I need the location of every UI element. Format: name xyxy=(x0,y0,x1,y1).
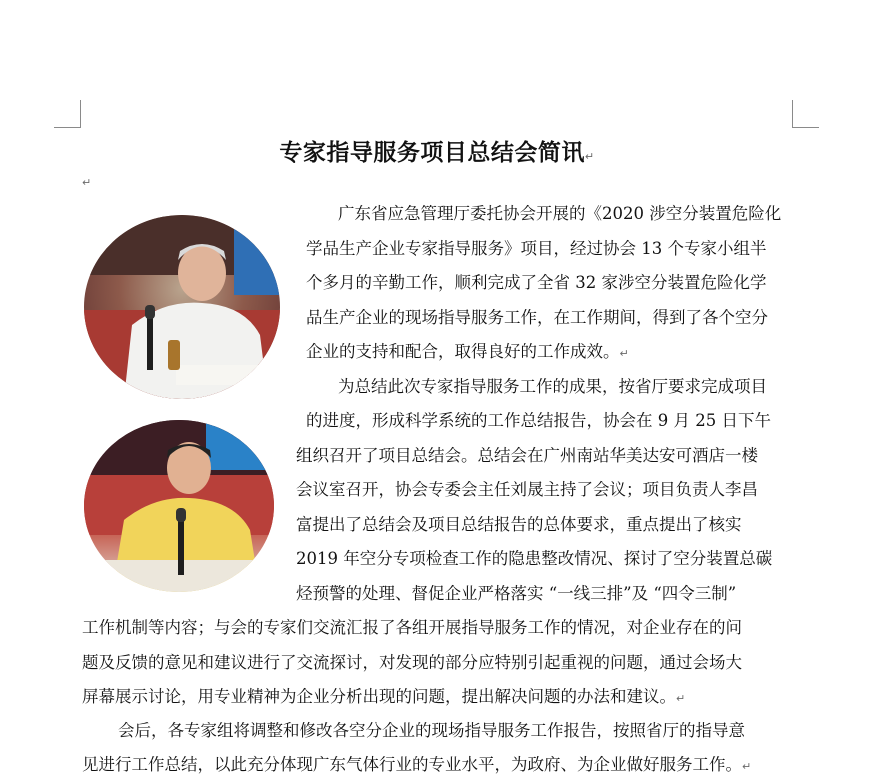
body-line-10: 富提出了总结会及项目总结报告的总体要求，重点提出了核实 xyxy=(296,515,742,534)
body-line-16: 会后，各专家组将调整和修改各空分企业的现场指导服务工作报告，按照省厅的指导意 xyxy=(118,721,745,740)
body-line-4: 品生产企业的现场指导服务工作，在工作期间，得到了各个空分 xyxy=(306,308,768,327)
body-line-14: 题及反馈的意见和建议进行了交流探讨，对发现的部分应特别引起重视的问题，通过会场大 xyxy=(82,653,742,672)
document-title: 专家指导服务项目总结会简讯↵ xyxy=(279,140,595,166)
body-line-8: 组织召开了项目总结会。总结会在广州南站华美达安可酒店一楼 xyxy=(296,446,758,465)
paragraph-mark-icon: ↵ xyxy=(584,150,595,163)
body-line-6: 为总结此次专家指导服务工作的成果，按省厅要求完成项目 xyxy=(338,377,767,396)
body-line-1: 广东省应急管理厅委托协会开展的《2020 涉空分装置危险化 xyxy=(338,204,782,223)
empty-paragraph-mark-icon: ↵ xyxy=(82,176,92,189)
body-line-12: 烃预警的处理、督促企业严格落实 “一线三排”及 “四令三制” xyxy=(296,584,737,603)
body-line-13: 工作机制等内容；与会的专家们交流汇报了各组开展指导服务工作的情况，对企业存在的问 xyxy=(82,618,742,637)
photo-2-illustration xyxy=(84,420,274,592)
body-line-15: 屏幕展示讨论，用专业精神为企业分析出现的问题，提出解决问题的办法和建议。↵ xyxy=(82,687,686,706)
body-line-11: 2019 年空分专项检查工作的隐患整改情况、探讨了空分装置总碳 xyxy=(296,549,773,568)
meeting-photo-expert-speaking xyxy=(84,420,274,592)
page-corner-marker-top-right xyxy=(792,100,819,128)
paragraph-mark-icon: ↵ xyxy=(742,760,752,773)
body-line-3: 个多月的辛勤工作，顺利完成了全省 32 家涉空分装置危险化学 xyxy=(306,273,767,292)
paragraph-mark-icon: ↵ xyxy=(676,692,686,705)
meeting-photo-expert-writing xyxy=(84,215,280,399)
paragraph-mark-icon: ↵ xyxy=(619,347,629,360)
body-line-2: 学品生产企业专家指导服务》项目，经过协会 13 个专家小组半 xyxy=(306,239,767,258)
body-line-5: 企业的支持和配合，取得良好的工作成效。↵ xyxy=(306,342,629,361)
page-corner-marker-top-left xyxy=(54,100,81,128)
body-line-17: 见进行工作总结，以此充分体现广东气体行业的专业水平，为政府、为企业做好服务工作。↵ xyxy=(82,755,752,774)
photo-1-illustration xyxy=(84,215,280,399)
body-line-9: 会议室召开，协会专委会主任刘晟主持了会议；项目负责人李昌 xyxy=(296,480,758,499)
body-line-7: 的进度，形成科学系统的工作总结报告，协会在 9 月 25 日下午 xyxy=(306,411,771,430)
